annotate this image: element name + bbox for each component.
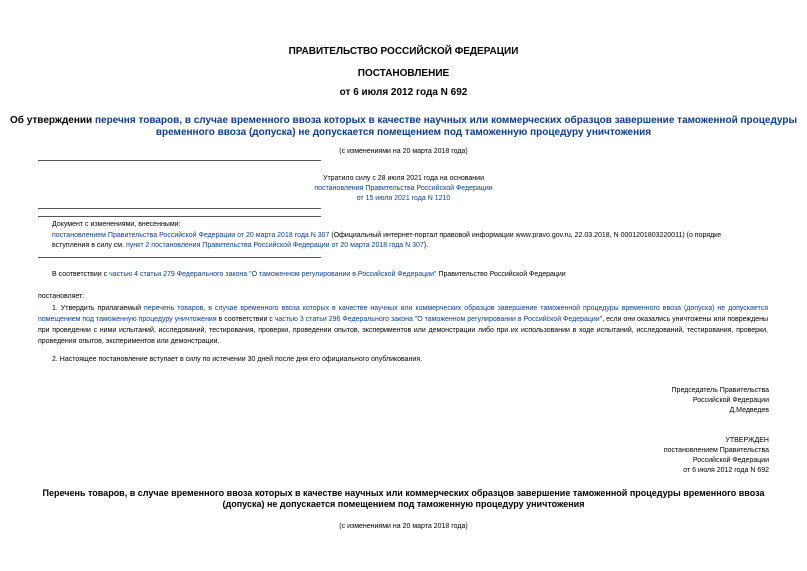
title-link-continued[interactable]: временного ввоза (допуска) не допускается помещением под таможенную процедуру уничтожения bbox=[155, 127, 652, 138]
signature-block bbox=[672, 386, 769, 416]
list-title-line-1: Перечень товаров, в случае временного ввоза которых в качестве научных или коммерческих образцов завершение таможенной процедуры временного ввоза bbox=[42, 488, 765, 498]
expired-notice bbox=[0, 174, 807, 204]
signature-line-2: Российской Федерации bbox=[692, 397, 769, 404]
approval-line-1: УТВЕРЖДЕН bbox=[725, 437, 769, 444]
preamble-text-1: В соответствии с bbox=[52, 271, 110, 278]
item-2: 2. Настоящее постановление вступает в силу по истечении 30 дней после дня его официального опубликования. bbox=[52, 356, 423, 363]
signature-name: Д.Медведев bbox=[729, 407, 769, 414]
divider bbox=[38, 208, 321, 209]
item-1-link-2[interactable]: частью 3 статьи 296 Федерального закона "О таможенном регулировании в Российской Федерации" bbox=[274, 316, 603, 323]
divider bbox=[38, 160, 321, 161]
divider bbox=[38, 257, 321, 258]
changes-heading: Документ с изменениями, внесенными: bbox=[52, 221, 181, 228]
government-name: ПРАВИТЕЛЬСТВО РОССИЙСКОЙ ФЕДЕРАЦИИ bbox=[288, 46, 519, 57]
item-1-text-2: в соответствии с bbox=[216, 316, 275, 323]
divider bbox=[38, 216, 321, 217]
decides-word: постановляет: bbox=[38, 293, 85, 300]
signature-line-1: Председатель Правительства bbox=[671, 387, 769, 394]
document-type: ПОСТАНОВЛЕНИЕ bbox=[357, 68, 450, 79]
item-1-text-1: 1. Утвердить прилагаемый bbox=[52, 305, 145, 312]
item-1-link-1[interactable]: перечень товаров, в случае временного ввоза которых в качестве научных или коммерческих образцов завершение таможенной процедуры временного ввоза (допуска) не допускается помещением под таможенную процедуру уничтожения bbox=[38, 305, 768, 323]
approval-line-2: постановлением Правительства bbox=[663, 447, 769, 454]
changes-list bbox=[52, 231, 768, 251]
document-date-number: от 6 июля 2012 года N 692 bbox=[339, 87, 468, 98]
changes-link-1[interactable]: постановлением Правительства Российской Федерации от 20 марта 2018 года N 307 bbox=[52, 232, 330, 239]
title-prefix: Об утверждении bbox=[9, 115, 95, 126]
document-title bbox=[0, 115, 807, 139]
approval-stamp bbox=[664, 436, 769, 476]
item-1 bbox=[38, 303, 768, 347]
preamble-link[interactable]: частью 4 статьи 279 Федерального закона "О таможенном регулировании в Российской Федерации" bbox=[109, 271, 437, 278]
list-amendment-note: (с изменениями на 20 марта 2018 года) bbox=[339, 523, 468, 530]
expired-line: Утратило силу с 28 июля 2021 года на основании bbox=[323, 175, 484, 182]
approval-line-4: от 6 июля 2012 года N 692 bbox=[683, 467, 769, 474]
changes-text-3: ). bbox=[423, 242, 429, 249]
title-link[interactable]: перечня товаров, в случае временного ввоза которых в качестве научных или коммерческих образцов завершение таможенной процедуры bbox=[94, 115, 798, 126]
preamble-text-2: Правительство Российской Федерации bbox=[436, 271, 566, 278]
changes-text-1: (Официальный интернет-портал правовой информации www.pravo.gov.ru, 22.03.2018, N 0001201803220011) (о порядке bbox=[329, 232, 722, 239]
expired-link-2[interactable]: от 15 июля 2021 года N 1210 bbox=[356, 195, 451, 202]
expired-link-1[interactable]: постановления Правительства Российской Федерации bbox=[314, 185, 493, 192]
changes-link-2[interactable]: пункт 2 постановления Правительства Российской Федерации от 20 марта 2018 года N 307 bbox=[126, 242, 424, 249]
list-title bbox=[0, 488, 807, 510]
list-title-line-2: (допуска) не допускается помещением под таможенную процедуру уничтожения bbox=[222, 499, 585, 509]
preamble bbox=[52, 270, 566, 280]
changes-text-2: вступления в силу см. bbox=[52, 242, 127, 249]
approval-line-3: Российской Федерации bbox=[692, 457, 769, 464]
amendment-note: (с изменениями на 20 марта 2018 года) bbox=[339, 148, 468, 155]
item-1-text-3: , если они оказались уничтожены или повреждены при проведении с ними испытаний, исследований, тестирования, проверки, проведении опытов, экспериментов или демонстрации либо при их использовании в ходе испытаний, исследований, тестирования, проверки, проведения опытов, экспериментов или демонстрации. bbox=[38, 316, 768, 345]
